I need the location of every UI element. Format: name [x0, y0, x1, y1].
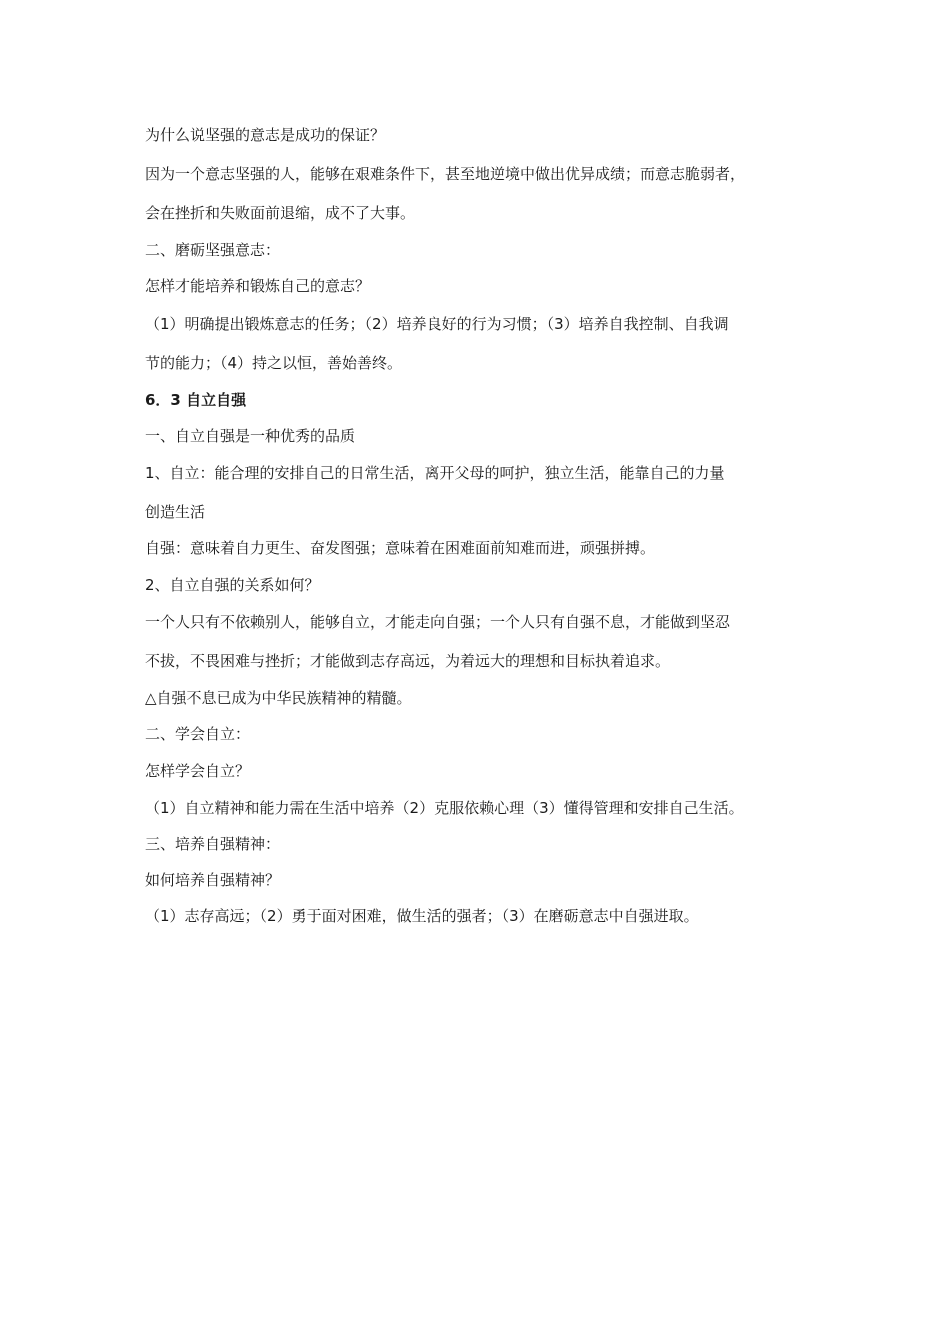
text-line: 节的能力；（4）持之以恒，善始善终。 [145, 354, 403, 372]
section-heading: 三、培养自强精神： [145, 835, 281, 853]
text-line: 为什么说坚强的意志是成功的保证？ [145, 126, 386, 144]
text-line: 创造生活 [145, 503, 206, 521]
section-heading: 一、自立自强是一种优秀的品质 [145, 427, 356, 445]
text-line: 因为一个意志坚强的人，能够在艰难条件下，甚至地逆境中做出优异成绩；而意志脆弱者， [145, 165, 746, 183]
text-line: （1）自立精神和能力需在生活中培养（2）克服依赖心理（3）懂得管理和安排自己生活。 [145, 799, 744, 817]
section-heading: 二、学会自立： [145, 725, 251, 743]
question-line: 怎样学会自立？ [145, 762, 251, 780]
text-line: △自强不息已成为中华民族精神的精髓。 [145, 689, 412, 707]
question-line: 2、自立自强的关系如何？ [145, 576, 320, 594]
question-line: 如何培养自强精神？ [145, 871, 281, 889]
text-line: （1）志存高远；（2）勇于面对困难，做生活的强者；（3）在磨砺意志中自强进取。 [145, 907, 699, 925]
text-line: 会在挫折和失败面前退缩，成不了大事。 [145, 204, 416, 222]
text-line: 不拔，不畏困难与挫折；才能做到志存高远，为着远大的理想和目标执着追求。 [145, 652, 671, 670]
section-heading: 二、磨砺坚强意志： [145, 241, 281, 259]
text-line: （1）明确提出锻炼意志的任务；（2）培养良好的行为习惯；（3）培养自我控制、自我调 [145, 315, 729, 333]
text-line: 自强：意味着自力更生、奋发图强；意味着在困难面前知难而进，顽强拼搏。 [145, 539, 656, 557]
text-line: 1、自立：能合理的安排自己的日常生活，离开父母的呵护，独立生活，能靠自己的力量 [145, 464, 725, 482]
lesson-heading: 6．3 自立自强 [145, 391, 247, 409]
question-line: 怎样才能培养和锻炼自己的意志？ [145, 277, 371, 295]
text-line: 一个人只有不依赖别人，能够自立，才能走向自强；一个人只有自强不息，才能做到坚忍 [145, 613, 731, 631]
